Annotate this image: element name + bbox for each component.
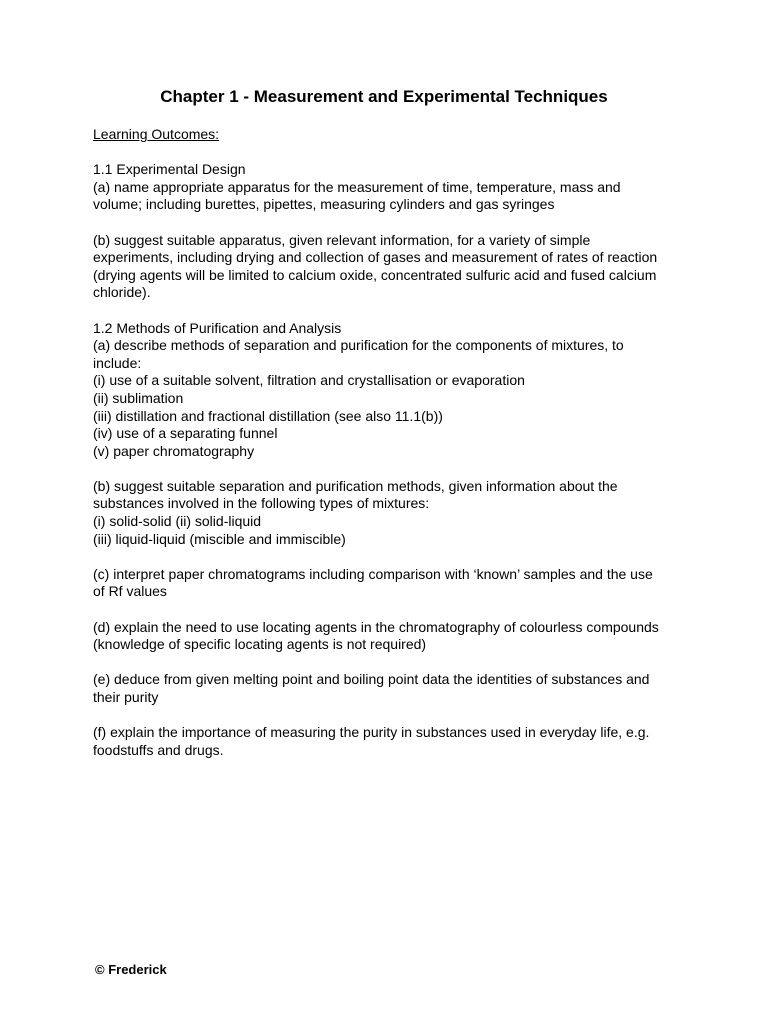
paragraph-line: their purity [93,689,159,705]
spacer [93,707,683,725]
spacer [93,302,683,320]
copyright-footer: © Frederick [95,962,167,977]
paragraph-line: volume; including burettes, pipettes, measuring cylinders and gas syringes [93,196,555,213]
list-item: (i) use of a suitable solvent, filtration and crystallisation or evaporation [93,372,525,389]
paragraph-line: (d) explain the need to use locating agents in the chromatography of colourless compounds [93,618,659,635]
page-title: Chapter 1 - Measurement and Experimental Techniques [160,87,608,106]
list-item: (ii) sublimation [93,389,184,406]
paragraph-line: (b) suggest suitable separation and purification methods, given information about the [93,477,618,494]
list-item: (i) solid-solid (ii) solid-liquid [93,513,262,530]
document-body [93,126,683,759]
paragraph-line: (a) name appropriate apparatus for the measurement of time, temperature, mass and [93,178,621,195]
paragraph-line: substances involved in the following types of mixtures: [93,495,430,512]
list-item: (v) paper chromatography [93,442,255,459]
paragraph-line: (knowledge of specific locating agents is not required) [93,636,427,653]
spacer [93,601,683,619]
list-item: (iv) use of a separating funnel [93,425,278,442]
paragraph-line: experiments, including drying and collection of gases and measurement of rates of reaction [93,249,658,266]
learning-outcomes-heading: Learning Outcomes: [93,126,220,142]
paragraph-line: (e) deduce from given melting point and boiling point data the identities of substances and [93,671,650,688]
paragraph-line: include: [93,354,142,371]
paragraph-line: (f) explain the importance of measuring the purity in substances used in everyday life, e.g. [93,724,650,741]
list-item: (iii) distillation and fractional distillation (see also 11.1(b)) [93,407,443,424]
spacer [93,144,683,162]
section-heading: 1.2 Methods of Purification and Analysis [93,319,342,336]
spacer [93,548,683,566]
spacer [93,214,683,232]
paragraph-line: (b) suggest suitable apparatus, given relevant information, for a variety of simple [93,231,591,248]
section-heading: 1.1 Experimental Design [93,161,246,178]
paragraph-line: chloride). [93,284,151,301]
paragraph-line: of Rf values [93,583,167,600]
paragraph-line: (a) describe methods of separation and purification for the components of mixtures, to [93,337,624,354]
paragraph-line: (drying agents will be limited to calcium oxide, concentrated sulfuric acid and fused calcium [93,266,657,283]
paragraph-line: (c) interpret paper chromatograms including comparison with ‘known’ samples and the use [93,565,653,582]
spacer [93,460,683,478]
paragraph-line: foodstuffs and drugs. [93,741,224,758]
spacer [93,654,683,672]
list-item: (iii) liquid-liquid (miscible and immiscible) [93,530,346,547]
